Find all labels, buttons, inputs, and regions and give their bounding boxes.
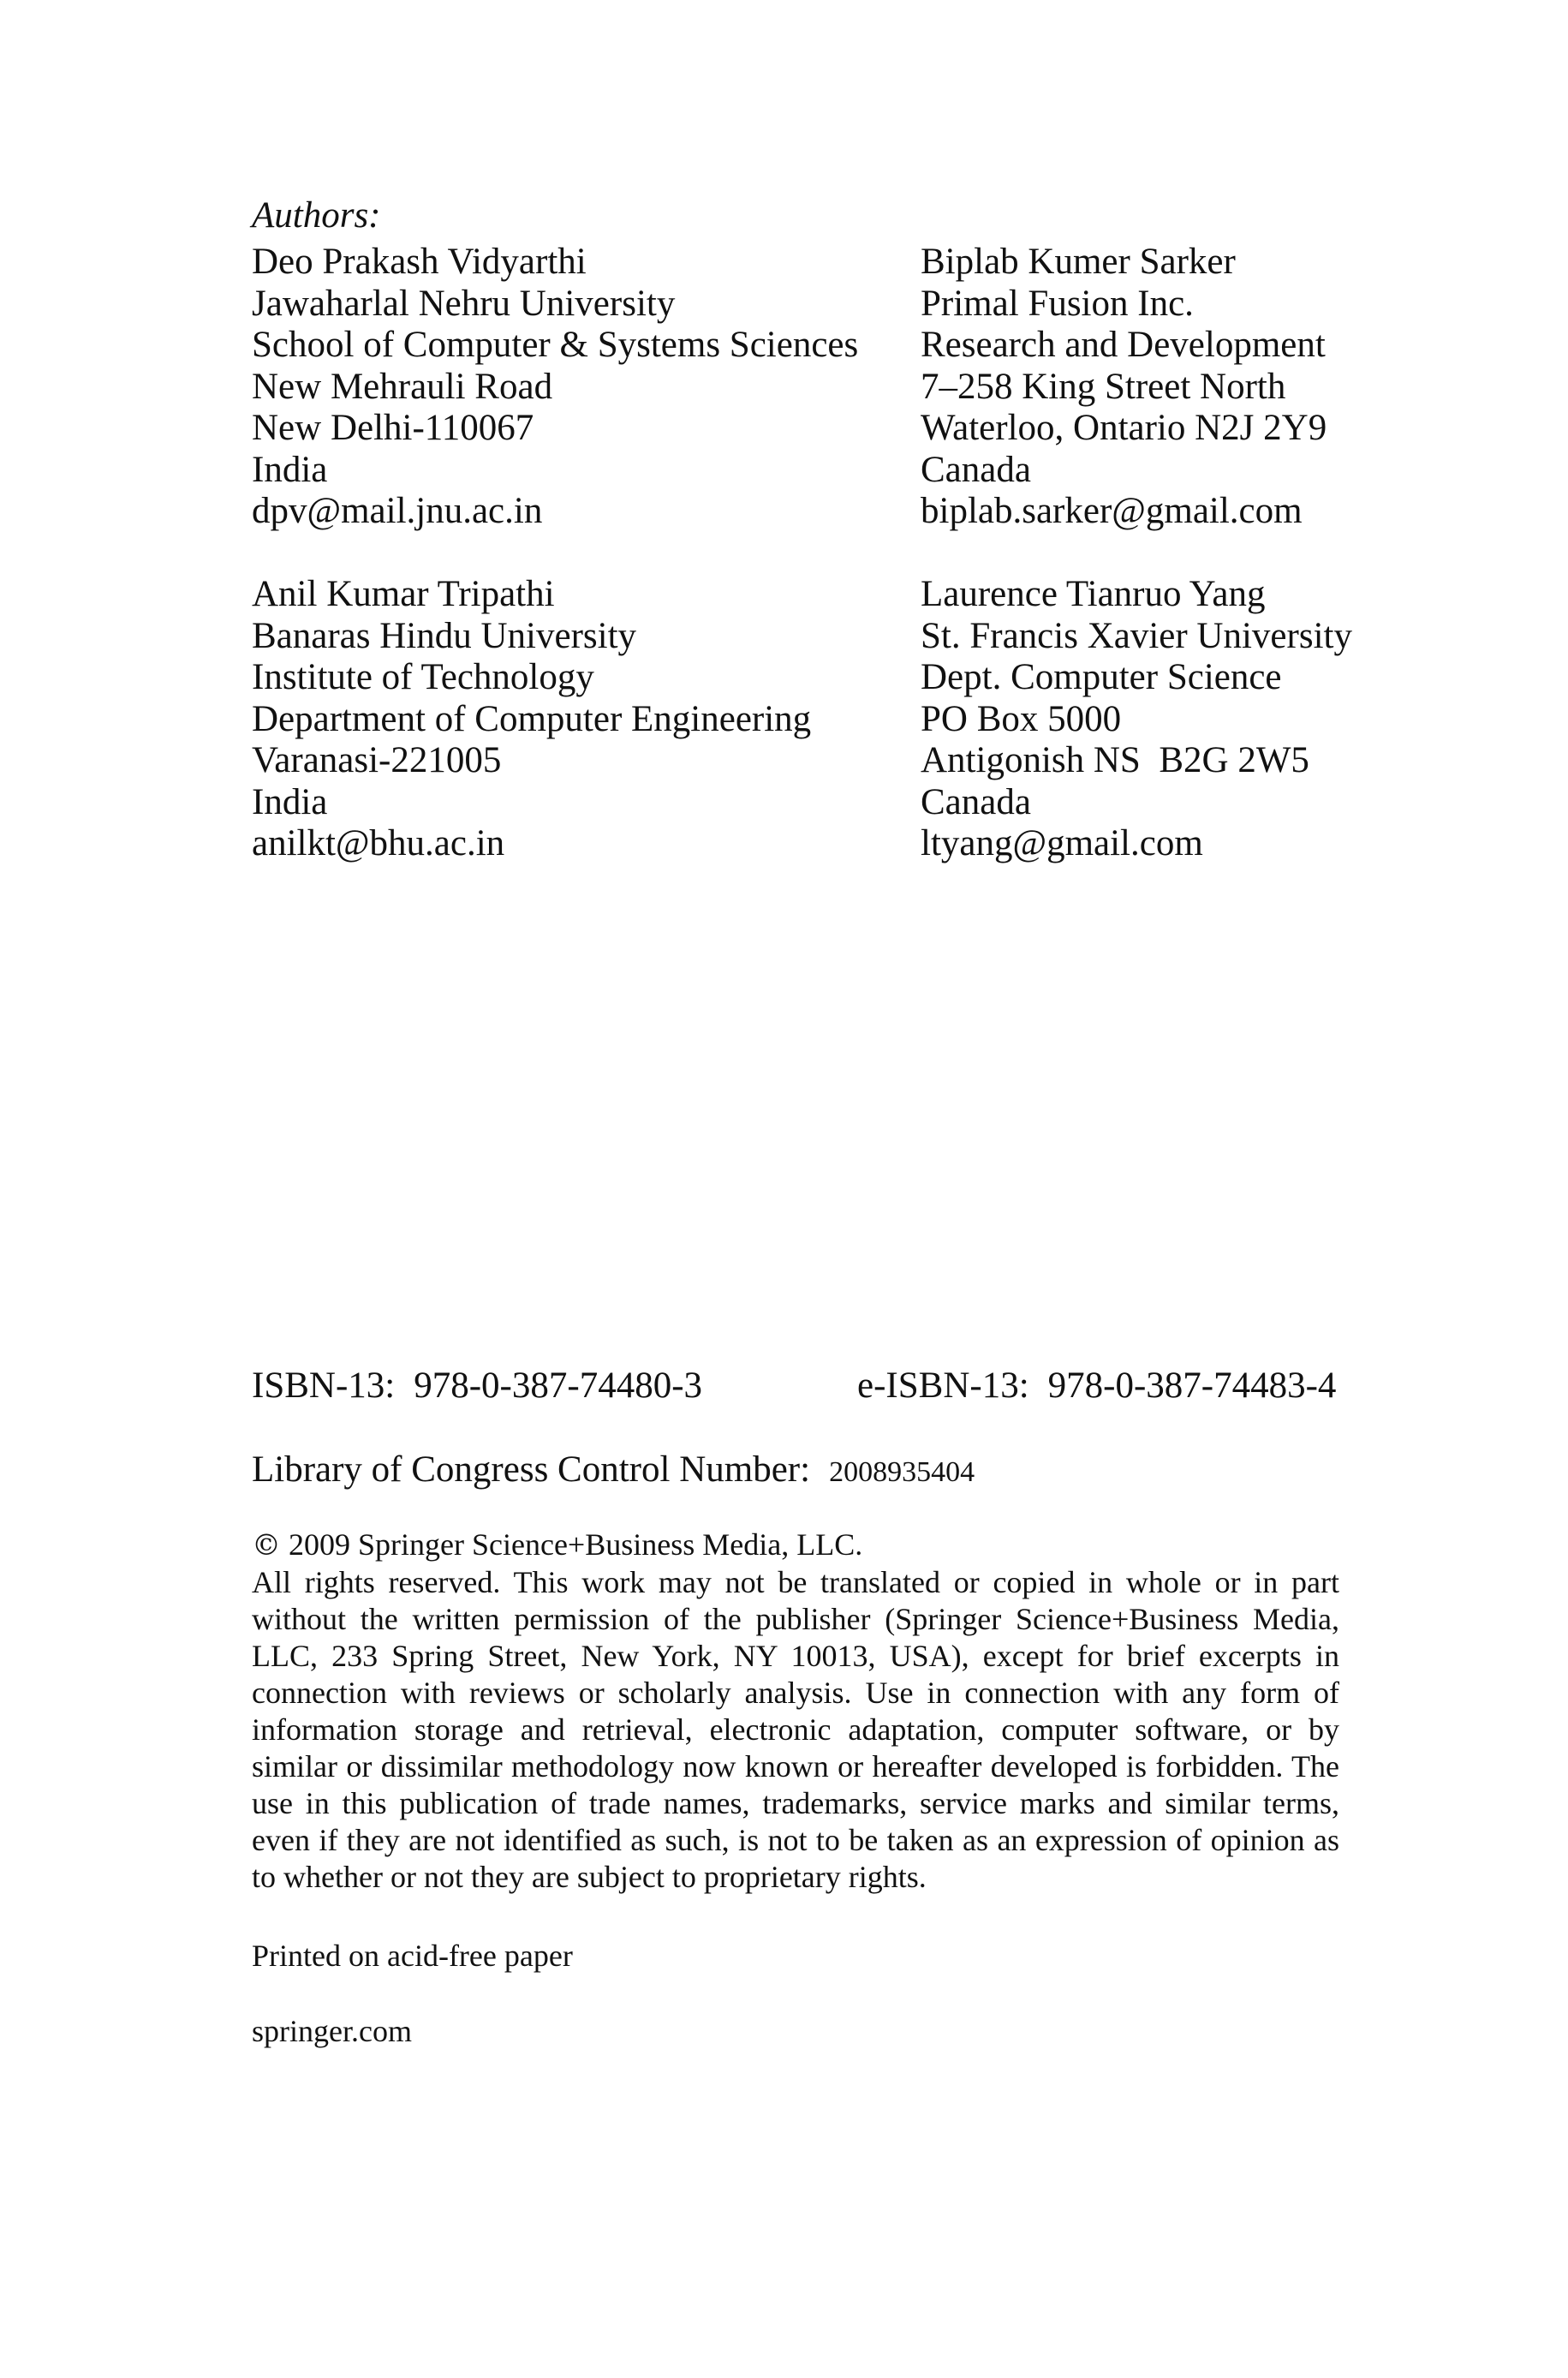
author-city: Varanasi-221005	[252, 740, 502, 780]
author-street: 7–258 King Street North	[921, 366, 1286, 407]
isbn-print-label: ISBN-13:	[252, 1365, 396, 1406]
author-block-yang	[921, 574, 1352, 865]
author-university: Banaras Hindu University	[252, 615, 637, 656]
authors-label: Authors:	[252, 195, 381, 236]
author-university: Jawaharlal Nehru University	[252, 283, 676, 324]
author-department: Dept. Computer Science	[921, 657, 1282, 697]
isbn-electronic-value: 978-0-387-74483-4	[1047, 1365, 1337, 1406]
copyright-line	[252, 1527, 1339, 1564]
lccn-value: 2008935404	[829, 1456, 975, 1488]
author-name: Laurence Tianruo Yang	[921, 574, 1266, 614]
author-country: India	[252, 449, 328, 490]
lccn	[252, 1449, 975, 1493]
author-email: anilkt@bhu.ac.in	[252, 823, 505, 863]
author-block-tripathi	[252, 574, 811, 865]
author-email: biplab.sarker@gmail.com	[921, 491, 1303, 531]
author-block-vidyarthi	[252, 242, 858, 533]
lccn-label: Library of Congress Control Number:	[252, 1449, 811, 1490]
author-country: Canada	[921, 449, 1031, 490]
author-block-sarker	[921, 242, 1327, 533]
rights-statement: All rights reserved. This work may not be translated or copied in whole or in part without the written permission of the publisher (Springer Science+Business Media, LLC, 233 Spring Street, New York, NY 10013, USA), except for brief excerpts in connection with reviews or scholarly analysis. Use in connection with any form of information storage and retrieval, electronic adaptation, computer software, or by similar or dissimilar methodology now known or hereafter developed is forbidden. The use in this publication of trade names, trademarks, service marks and similar terms, even if they are not identified as such, is not to be taken as an expression of opinion as to whether or not they are subject to proprietary rights.	[252, 1565, 1339, 1894]
copyright-holder: 2009 Springer Science+Business Media, LLC.	[289, 1527, 863, 1562]
isbn-print	[252, 1365, 702, 1407]
author-name: Anil Kumar Tripathi	[252, 574, 555, 614]
author-department: Department of Computer Engineering	[252, 698, 812, 739]
author-email: ltyang@gmail.com	[921, 823, 1203, 863]
copyright-symbol: ©	[252, 1528, 281, 1562]
author-institute: Institute of Technology	[252, 657, 594, 697]
author-po-box: PO Box 5000	[921, 698, 1122, 739]
isbn-print-value: 978-0-387-74480-3	[414, 1365, 703, 1406]
printed-note: Printed on acid-free paper	[252, 1939, 573, 1973]
isbn-electronic	[857, 1365, 1336, 1407]
author-name: Deo Prakash Vidyarthi	[252, 242, 587, 282]
author-country: India	[252, 781, 328, 822]
author-name: Biplab Kumer Sarker	[921, 242, 1236, 282]
isbn-electronic-label: e-ISBN-13:	[857, 1365, 1029, 1406]
copyright-notice	[252, 1527, 1339, 1896]
website: springer.com	[252, 2014, 412, 2048]
author-company: Primal Fusion Inc.	[921, 283, 1194, 324]
author-city: Waterloo, Ontario N2J 2Y9	[921, 408, 1327, 448]
author-department: Research and Development	[921, 325, 1326, 365]
author-city: Antigonish NS B2G 2W5	[921, 740, 1309, 780]
author-city: New Delhi-110067	[252, 408, 534, 448]
author-email: dpv@mail.jnu.ac.in	[252, 491, 543, 531]
author-department: School of Computer & Systems Sciences	[252, 325, 859, 365]
author-country: Canada	[921, 781, 1031, 822]
author-university: St. Francis Xavier University	[921, 615, 1352, 656]
author-street: New Mehrauli Road	[252, 366, 553, 407]
